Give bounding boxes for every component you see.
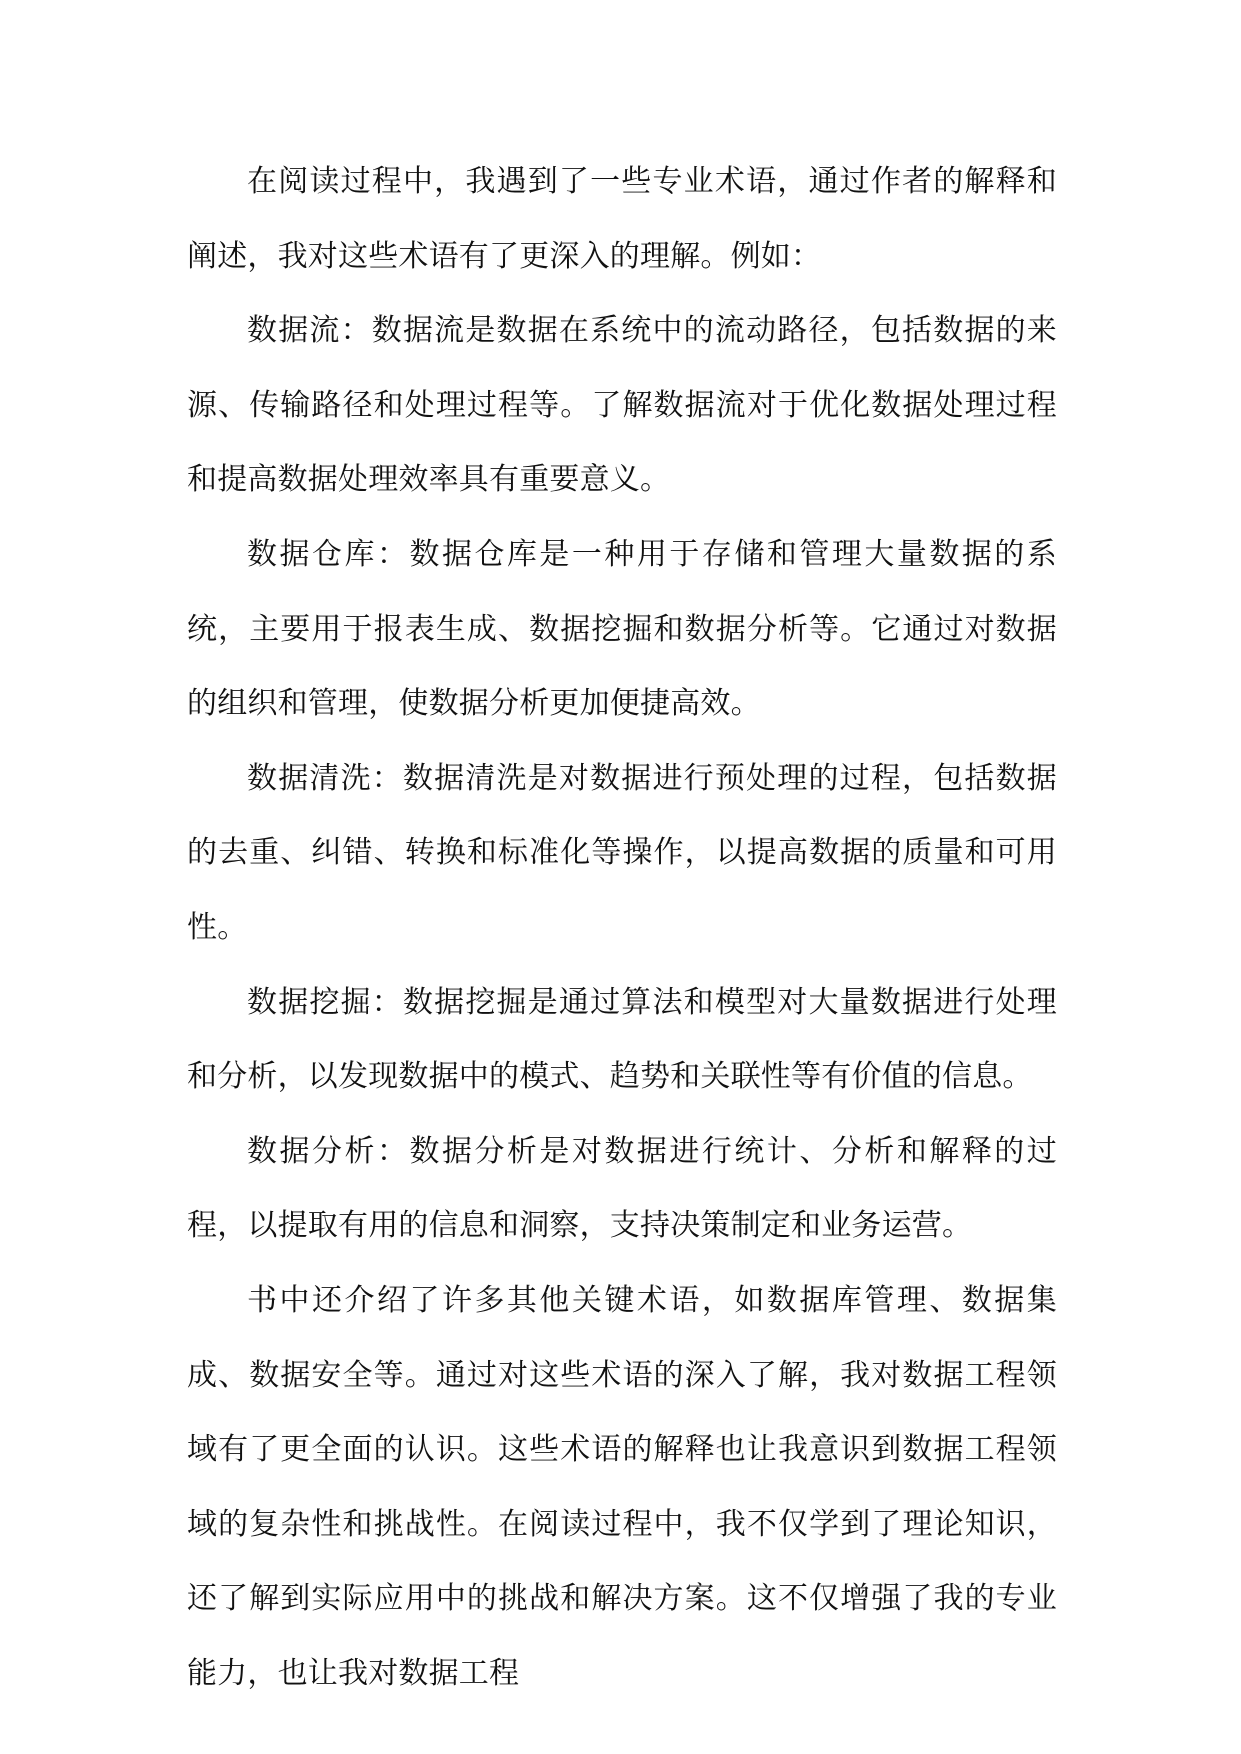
paragraph-summary: 书中还介绍了许多其他关键术语，如数据库管理、数据集成、数据安全等。通过对这些术语的深入了解，我对数据工程领域有了更全面的认识。这些术语的解释也让我意识到数据工程领域的复杂性和挑战性。在阅读过程中，我不仅学到了理论知识，还了解到实际应用中的挑战和解决方案。这不仅增强了我的专业能力，也让我对数据工程 [187,1282,1057,1691]
paragraph-data-mining: 数据挖掘：数据挖掘是通过算法和模型对大量数据进行处理和分析，以发现数据中的模式、趋势和关联性等有价值的信息。 [187,984,1057,1095]
paragraph-data-flow: 数据流：数据流是数据在系统中的流动路径，包括数据的来源、传输路径和处理过程等。了解数据流对于优化数据处理过程和提高数据处理效率具有重要意义。 [187,313,1057,498]
paragraph-data-analysis: 数据分析：数据分析是对数据进行统计、分析和解释的过程，以提取有用的信息和洞察，支持决策制定和业务运营。 [187,1133,1057,1244]
paragraph-intro: 在阅读过程中，我遇到了一些专业术语，通过作者的解释和阐述，我对这些术语有了更深入的理解。例如： [187,164,1057,274]
paragraph-data-cleaning: 数据清洗：数据清洗是对数据进行预处理的过程，包括数据的去重、纠错、转换和标准化等操作，以提高数据的质量和可用性。 [187,760,1057,945]
document-body [187,145,1057,1711]
paragraph-data-warehouse: 数据仓库：数据仓库是一种用于存储和管理大量数据的系统，主要用于报表生成、数据挖掘和数据分析等。它通过对数据的组织和管理，使数据分析更加便捷高效。 [187,536,1057,722]
